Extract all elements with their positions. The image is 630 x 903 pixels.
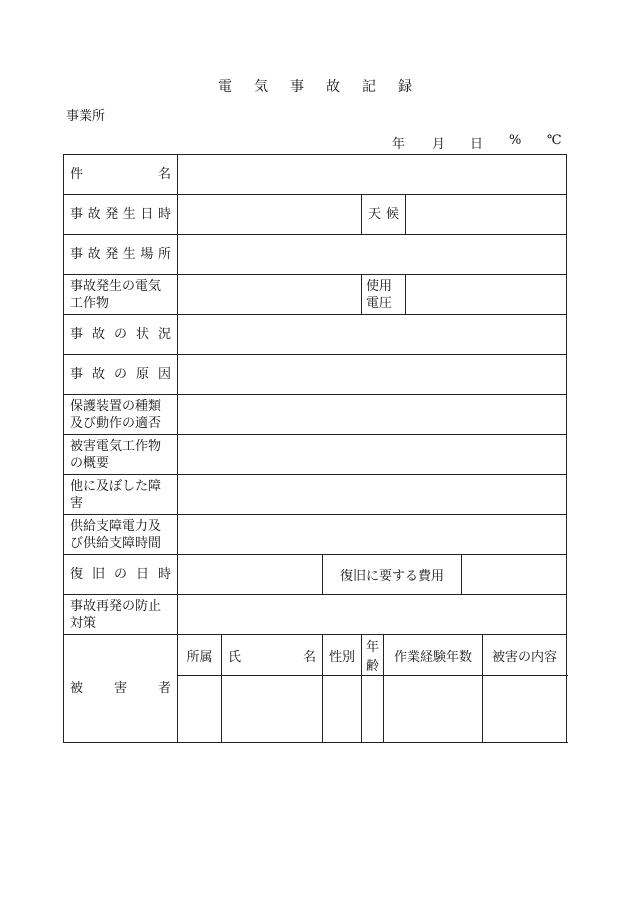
row-other-damage <box>64 475 567 515</box>
field-situation[interactable] <box>178 315 567 355</box>
row-prevention <box>64 595 567 635</box>
field-cause[interactable] <box>178 355 567 395</box>
row-situation <box>64 315 567 355</box>
label-other-damage: 他に及ぼした障害 <box>64 475 178 515</box>
row-protection <box>64 395 567 435</box>
temperature-unit-label: ℃ <box>547 133 562 148</box>
row-occurrence-place <box>64 235 567 275</box>
label-weather-text <box>368 206 399 223</box>
label-item-name-part2: 名 <box>157 167 171 182</box>
char: 復 <box>70 567 84 582</box>
field-protection[interactable] <box>178 395 567 435</box>
victim-field-affiliation[interactable] <box>178 676 222 743</box>
field-item-name[interactable] <box>178 155 567 195</box>
field-restoration-datetime[interactable] <box>178 555 323 595</box>
char: 発 <box>105 247 119 262</box>
label-restoration-cost: 復旧に要する費用 <box>323 555 462 595</box>
row-supply-outage <box>64 515 567 555</box>
char: 日 <box>135 567 149 582</box>
char: 旧 <box>91 567 105 582</box>
char: の <box>113 567 127 582</box>
label-weather <box>362 195 406 235</box>
char: 氏 <box>228 649 242 665</box>
char: 原 <box>135 367 149 382</box>
label-cause <box>64 355 178 395</box>
row-equipment <box>64 275 567 315</box>
victim-col-affiliation: 所属 <box>178 635 222 676</box>
row-damaged-equipment <box>64 435 567 475</box>
victim-field-sex[interactable] <box>323 676 362 743</box>
field-damaged-equipment[interactable] <box>178 435 567 475</box>
label-protection: 保護装置の種類及び動作の適否 <box>64 395 178 435</box>
field-occurrence-place[interactable] <box>178 235 567 275</box>
char: 所 <box>157 247 171 262</box>
victim-field-experience[interactable] <box>384 676 483 743</box>
label-victims <box>64 635 178 743</box>
victim-col-name <box>222 635 323 676</box>
char: 名 <box>302 649 316 665</box>
label-item-name-part1: 件 <box>70 167 84 182</box>
char: 候 <box>385 207 399 222</box>
char: 事 <box>70 247 84 262</box>
victim-col-age: 年齢 <box>362 635 384 676</box>
victim-col-name-text <box>228 646 316 665</box>
char: 害 <box>113 681 127 696</box>
label-restoration-datetime <box>64 555 178 595</box>
char: 事 <box>70 207 84 222</box>
date-month-label: 月 <box>432 137 446 152</box>
char: 故 <box>91 367 105 382</box>
char: 況 <box>157 327 171 342</box>
document-title: 電気事故記録 <box>218 79 434 95</box>
char: 故 <box>91 327 105 342</box>
field-occurrence-datetime[interactable] <box>178 195 362 235</box>
char: の <box>113 327 127 342</box>
label-item-name <box>64 155 178 195</box>
char: 天 <box>368 207 382 222</box>
label-equipment: 事故発生の電気工作物 <box>64 275 178 315</box>
char: 発 <box>105 207 119 222</box>
char: 状 <box>135 327 149 342</box>
char: 生 <box>122 207 136 222</box>
victim-col-sex: 性別 <box>323 635 362 676</box>
row-cause <box>64 355 567 395</box>
date-year-label: 年 <box>392 137 406 152</box>
field-restoration-cost[interactable] <box>462 555 567 595</box>
date-day-label: 日 <box>470 137 484 152</box>
char: 時 <box>157 567 171 582</box>
label-occurrence-datetime <box>64 195 178 235</box>
row-victims-header <box>64 635 567 676</box>
label-situation <box>64 315 178 355</box>
char: 時 <box>157 207 171 222</box>
row-item-name <box>64 155 567 195</box>
field-voltage[interactable] <box>406 275 567 315</box>
field-supply-outage[interactable] <box>178 515 567 555</box>
label-occurrence-place <box>64 235 178 275</box>
field-prevention[interactable] <box>178 595 567 635</box>
label-supply-outage: 供給支障電力及び供給支障時間 <box>64 515 178 555</box>
label-occurrence-place-text <box>70 246 171 263</box>
char: 日 <box>140 207 154 222</box>
char: 因 <box>157 367 171 382</box>
char: 被 <box>70 681 84 696</box>
office-label: 事業所 <box>66 109 106 124</box>
char: 事 <box>70 327 84 342</box>
field-other-damage[interactable] <box>178 475 567 515</box>
label-restoration-datetime-text <box>70 566 171 583</box>
victim-field-age[interactable] <box>362 676 384 743</box>
field-weather[interactable] <box>406 195 567 235</box>
label-damaged-equipment: 被害電気工作物の概要 <box>64 435 178 475</box>
char: 事 <box>70 367 84 382</box>
label-item-name-text <box>70 166 171 183</box>
label-prevention: 事故再発の防止対策 <box>64 595 178 635</box>
label-cause-text <box>70 366 171 383</box>
row-occurrence-datetime <box>64 195 567 235</box>
char: 故 <box>87 247 101 262</box>
row-restoration <box>64 555 567 595</box>
field-equipment[interactable] <box>178 275 362 315</box>
label-occurrence-datetime-text <box>70 206 171 223</box>
victim-field-damage[interactable] <box>483 676 567 743</box>
char: 生 <box>122 247 136 262</box>
victim-col-experience: 作業経験年数 <box>384 635 483 676</box>
char: の <box>113 367 127 382</box>
label-victims-text <box>70 680 171 697</box>
char: 故 <box>87 207 101 222</box>
victim-field-name[interactable] <box>222 676 323 743</box>
victim-col-damage: 被害の内容 <box>483 635 567 676</box>
char: 場 <box>140 247 154 262</box>
label-situation-text <box>70 326 171 343</box>
humidity-unit-label: % <box>509 133 522 148</box>
label-voltage: 使用電圧 <box>362 275 406 315</box>
char: 者 <box>157 681 171 696</box>
accident-record-table <box>63 154 567 743</box>
